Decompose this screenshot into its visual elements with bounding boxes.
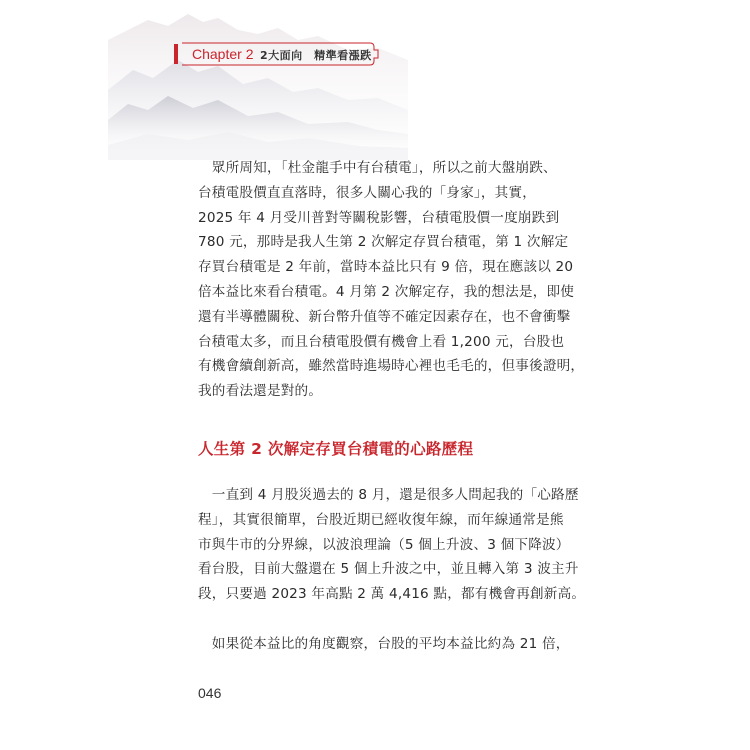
text-line: 2025 年 4 月受川普對等關稅影響，台積電股價一度崩跌到 xyxy=(198,209,560,226)
chapter-title: 2大面向 精準看漲跌 xyxy=(260,49,372,62)
paragraph-1 xyxy=(198,156,585,404)
page-number: 046 xyxy=(198,685,222,701)
text-line: 一直到 4 月股災過去的 8 月，還是很多人問起我的「心路歷 xyxy=(198,487,579,503)
text-line: 我的看法還是對的。 xyxy=(198,383,323,400)
section-heading: 人生第 2 次解定存買台積電的心路歷程 xyxy=(198,440,474,458)
paragraph-3 xyxy=(198,632,570,657)
text-line: 有機會續創新高，雖然當時進場時心裡也毛毛的，但事後證明， xyxy=(198,358,585,375)
text-line: 程」，其實很簡單，台股近期已經收復年線，而年線通常是熊 xyxy=(198,511,564,528)
chapter-header xyxy=(174,42,380,66)
text-line: 倍本益比來看台積電。4 月第 2 次解定存，我的想法是，即使 xyxy=(198,283,575,300)
mountain-illustration xyxy=(108,0,408,160)
text-line: 看台股，目前大盤還在 5 個上升波之中，並且轉入第 3 波主升 xyxy=(198,561,579,578)
text-line: 段，只要過 2023 年高點 2 萬 4,416 點，都有機會再創新高。 xyxy=(198,586,586,603)
text-line: 台積電太多，而且台積電股價有機會上看 1,200 元，台股也 xyxy=(198,333,565,350)
text-line: 眾所周知，「杜金龍手中有台積電」，所以之前大盤崩跌、 xyxy=(198,160,557,176)
paragraph-2 xyxy=(198,483,586,607)
text-line: 還有半導體關稅、新台幣升值等不確定因素存在，也不會衝擊 xyxy=(198,308,571,325)
text-line: 台積電股價直直落時，很多人關心我的「身家」，其實， xyxy=(198,184,537,201)
text-line: 780 元，那時是我人生第 2 次解定存買台積電，第 1 次解定 xyxy=(198,234,569,251)
text-line: 市與牛市的分界線，以波浪理論（5 個上升波、3 個下降波） xyxy=(198,536,570,553)
text-line: 如果從本益比的角度觀察，台股的平均本益比約為 21 倍， xyxy=(198,636,570,652)
text-line: 存買台積電是 2 年前，當時本益比只有 9 倍，現在應該以 20 xyxy=(198,259,574,276)
chapter-label: Chapter 2 xyxy=(192,46,254,62)
